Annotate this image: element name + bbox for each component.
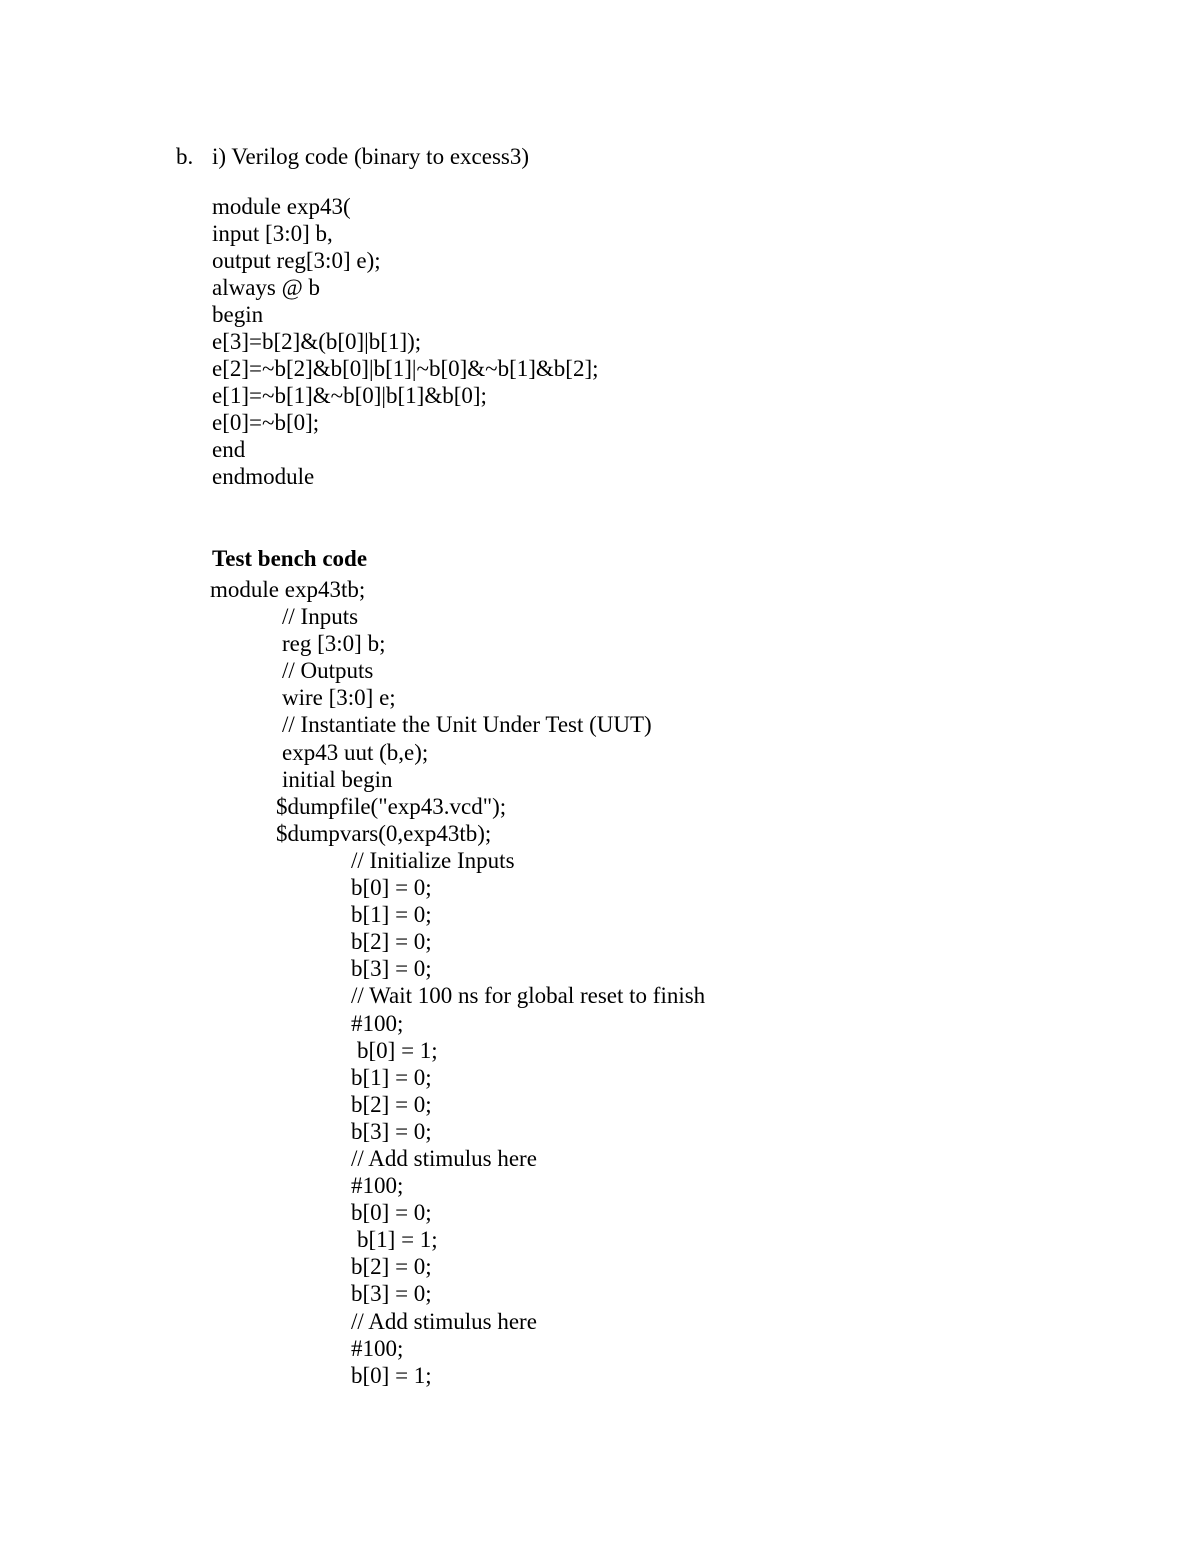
code-line: b[0] = 0; bbox=[351, 875, 432, 901]
code-line: b[1] = 1; bbox=[357, 1227, 438, 1253]
testbench-code bbox=[210, 576, 705, 1389]
code-line: #100; bbox=[351, 1173, 404, 1199]
code-line: b[0] = 1; bbox=[351, 1362, 432, 1388]
code-line: b[2] = 0; bbox=[351, 1254, 432, 1280]
code-line: module exp43tb; bbox=[210, 577, 366, 602]
code-line: b[1] = 0; bbox=[351, 1064, 432, 1090]
code-line: initial begin bbox=[282, 766, 393, 792]
code-line: b[0] = 0; bbox=[351, 1200, 432, 1226]
code-line: b[3] = 0; bbox=[351, 1118, 432, 1144]
code-line: e[1]=~b[1]&~b[0]|b[1]&b[0]; bbox=[212, 383, 487, 408]
code-line: output reg[3:0] e); bbox=[212, 248, 381, 273]
code-line: #100; bbox=[351, 1335, 404, 1361]
code-line: // Add stimulus here bbox=[351, 1145, 537, 1171]
code-line: b[1] = 0; bbox=[351, 902, 432, 928]
code-line: module exp43( bbox=[212, 194, 351, 219]
testbench-title: Test bench code bbox=[212, 546, 368, 571]
code-line: wire [3:0] e; bbox=[282, 685, 396, 711]
code-line: b[3] = 0; bbox=[351, 1281, 432, 1307]
code-line: exp43 uut (b,e); bbox=[282, 739, 429, 765]
code-line: always @ b bbox=[212, 275, 321, 300]
code-line: // Inputs bbox=[282, 604, 359, 630]
code-line: // Add stimulus here bbox=[351, 1308, 537, 1334]
code-line: b[3] = 0; bbox=[351, 956, 432, 982]
code-line: endmodule bbox=[212, 464, 315, 489]
code-line: b[2] = 0; bbox=[351, 1091, 432, 1117]
code-line: e[2]=~b[2]&b[0]|b[1]|~b[0]&~b[1]&b[2]; bbox=[212, 356, 599, 381]
code-line: input [3:0] b, bbox=[212, 221, 333, 246]
code-line: b[0] = 1; bbox=[357, 1037, 438, 1063]
code-line: e[0]=~b[0]; bbox=[212, 410, 320, 435]
code-line: reg [3:0] b; bbox=[282, 631, 386, 657]
code-line: $dumpfile("exp43.vcd"); bbox=[276, 793, 507, 819]
code-line: // Wait 100 ns for global reset to finish bbox=[351, 983, 706, 1009]
code-line: // Outputs bbox=[282, 658, 374, 684]
code-line: // Instantiate the Unit Under Test (UUT) bbox=[282, 712, 652, 738]
code-line: $dumpvars(0,exp43tb); bbox=[276, 820, 492, 846]
code-line: e[3]=b[2]&(b[0]|b[1]); bbox=[212, 329, 422, 354]
code-line: begin bbox=[212, 302, 264, 327]
code-line: b[2] = 0; bbox=[351, 929, 432, 955]
code-line: // Initialize Inputs bbox=[351, 847, 515, 873]
code-line: end bbox=[212, 437, 246, 462]
list-marker: b. bbox=[176, 144, 194, 169]
section-heading: i) Verilog code (binary to excess3) bbox=[212, 144, 530, 169]
verilog-module-code bbox=[212, 193, 599, 490]
code-line: #100; bbox=[351, 1010, 404, 1036]
